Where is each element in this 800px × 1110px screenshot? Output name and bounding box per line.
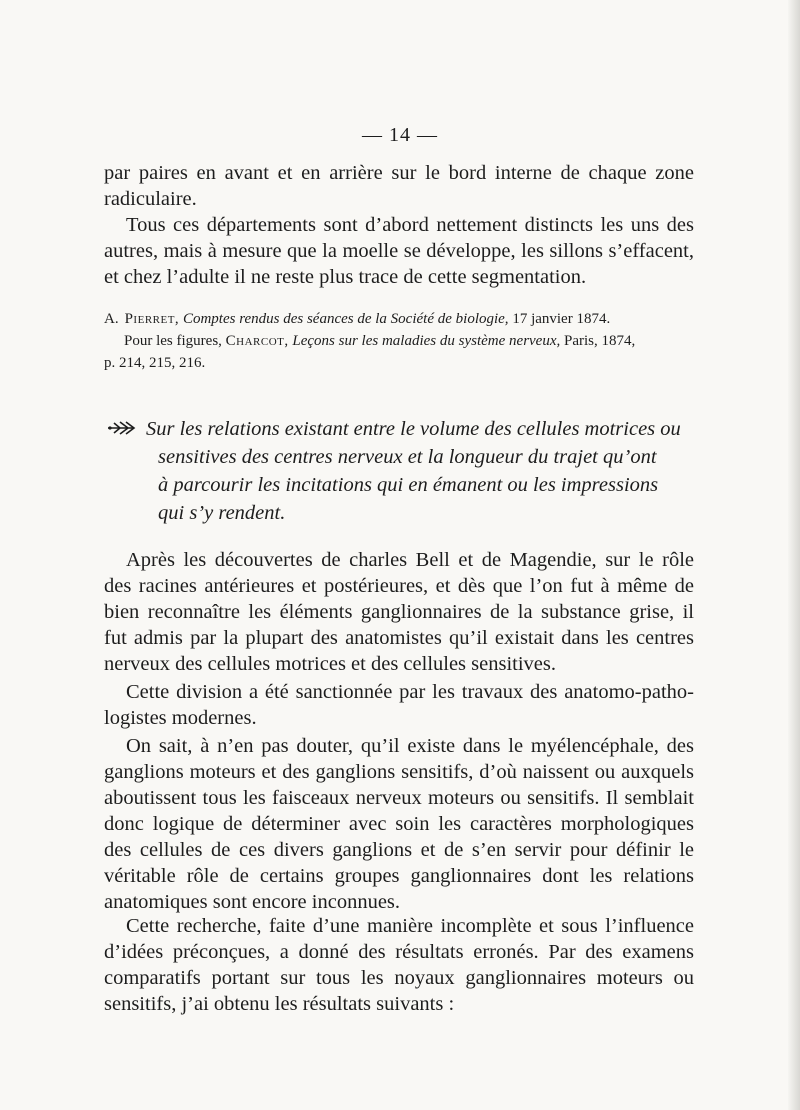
text-line: autres, mais à mesure que la moelle se développe, les sillons s’effacent, — [104, 240, 694, 262]
footnote-lead: Pour les figures, — [124, 333, 222, 349]
body-paragraph-3 — [104, 733, 694, 915]
section-title-line: sensitives des centres nerveux et la longueur du trajet qu’ont — [158, 446, 657, 468]
text-line: des racines antérieures et postérieures, et dès que l’on fut à même de — [104, 575, 694, 597]
page-number: — 14 — — [362, 124, 438, 146]
text-line: bien reconnaître les éléments ganglionnaires de la substance grise, il — [104, 601, 694, 623]
footnote-place: Paris, 1874, — [564, 333, 636, 349]
text-line: ganglions moteurs et des ganglions sensitifs, d’où naissent ou auxquels — [104, 761, 694, 783]
text-line: On sait, à n’en pas douter, qu’il existe dans le myélencéphale, des — [126, 735, 694, 757]
text-line: et chez l’adulte il ne reste plus trace de cette segmentation. — [104, 266, 587, 288]
text-line: fut admis par la plupart des anatomistes qu’il existait dans les centres — [104, 627, 694, 649]
footnote-number: A. — [104, 311, 119, 327]
text-line: des cellules de ces divers ganglions et de s’en servir pour définir le — [104, 839, 694, 861]
section-title-line: Sur les relations existant entre le volume des cellules motrices ou — [106, 415, 696, 443]
footnote-pages: p. 214, 215, 216. — [104, 355, 206, 371]
body-paragraph-1 — [104, 547, 694, 677]
footnote-author: Charcot, — [225, 333, 289, 349]
text-line: véritable rôle de certains groupes ganglionnaires dont les relations — [104, 865, 694, 887]
page-edge-shadow — [788, 0, 800, 1110]
footnote-title: Comptes rendus des séances de la Société de biologie, — [182, 311, 509, 327]
text-line: sensitifs, j’ai obtenu les résultats suivants : — [104, 993, 455, 1015]
footnote-charcot — [104, 330, 694, 352]
body-paragraph-4 — [104, 913, 694, 1017]
text-line: d’idées préconçues, a donné des résultats erronés. Par des examens — [104, 941, 694, 963]
footnotes — [104, 308, 694, 374]
text-line: aboutissent tous les faisceaux nerveux moteurs ou sensitifs. Il semblait — [104, 787, 694, 809]
footnote-author: Pierret, — [124, 311, 180, 327]
footnote-date: 17 janvier 1874. — [512, 311, 611, 327]
intro-text — [104, 160, 694, 290]
text-line: anatomiques sont encore inconnues. — [104, 891, 401, 913]
text-line: donc logique de déterminer avec soin les caractères morphologiques — [104, 813, 694, 835]
text-line: par paires en avant et en arrière sur le bord interne de chaque zone — [104, 162, 694, 184]
fleuron-icon — [106, 419, 138, 437]
section-title — [106, 415, 696, 527]
footnote-title: Leçons sur les maladies du système nerveux, — [292, 333, 561, 349]
text-line: Tous ces départements sont d’abord nettement distincts les uns des — [126, 214, 694, 236]
text-line: radiculaire. — [104, 188, 197, 210]
text-line: Après les découvertes de charles Bell et de Magendie, sur le rôle — [126, 549, 694, 571]
text-line: Cette recherche, faite d’une manière incomplète et sous l’influence — [126, 915, 694, 937]
text-line: Cette division a été sanctionnée par les travaux des anatomo-patho- — [126, 681, 694, 703]
section-title-line: à parcourir les incitations qui en émanent ou les impressions — [158, 474, 659, 496]
body-paragraph-2 — [104, 679, 694, 731]
footnote-pierret — [104, 308, 694, 330]
text-line: logistes modernes. — [104, 707, 257, 729]
text-line: comparatifs portant sur tous les noyaux ganglionnaires moteurs ou — [104, 967, 694, 989]
section-title-line: qui s’y rendent. — [158, 502, 286, 524]
text-line: nerveux des cellules motrices et des cellules sensitives. — [104, 653, 557, 675]
